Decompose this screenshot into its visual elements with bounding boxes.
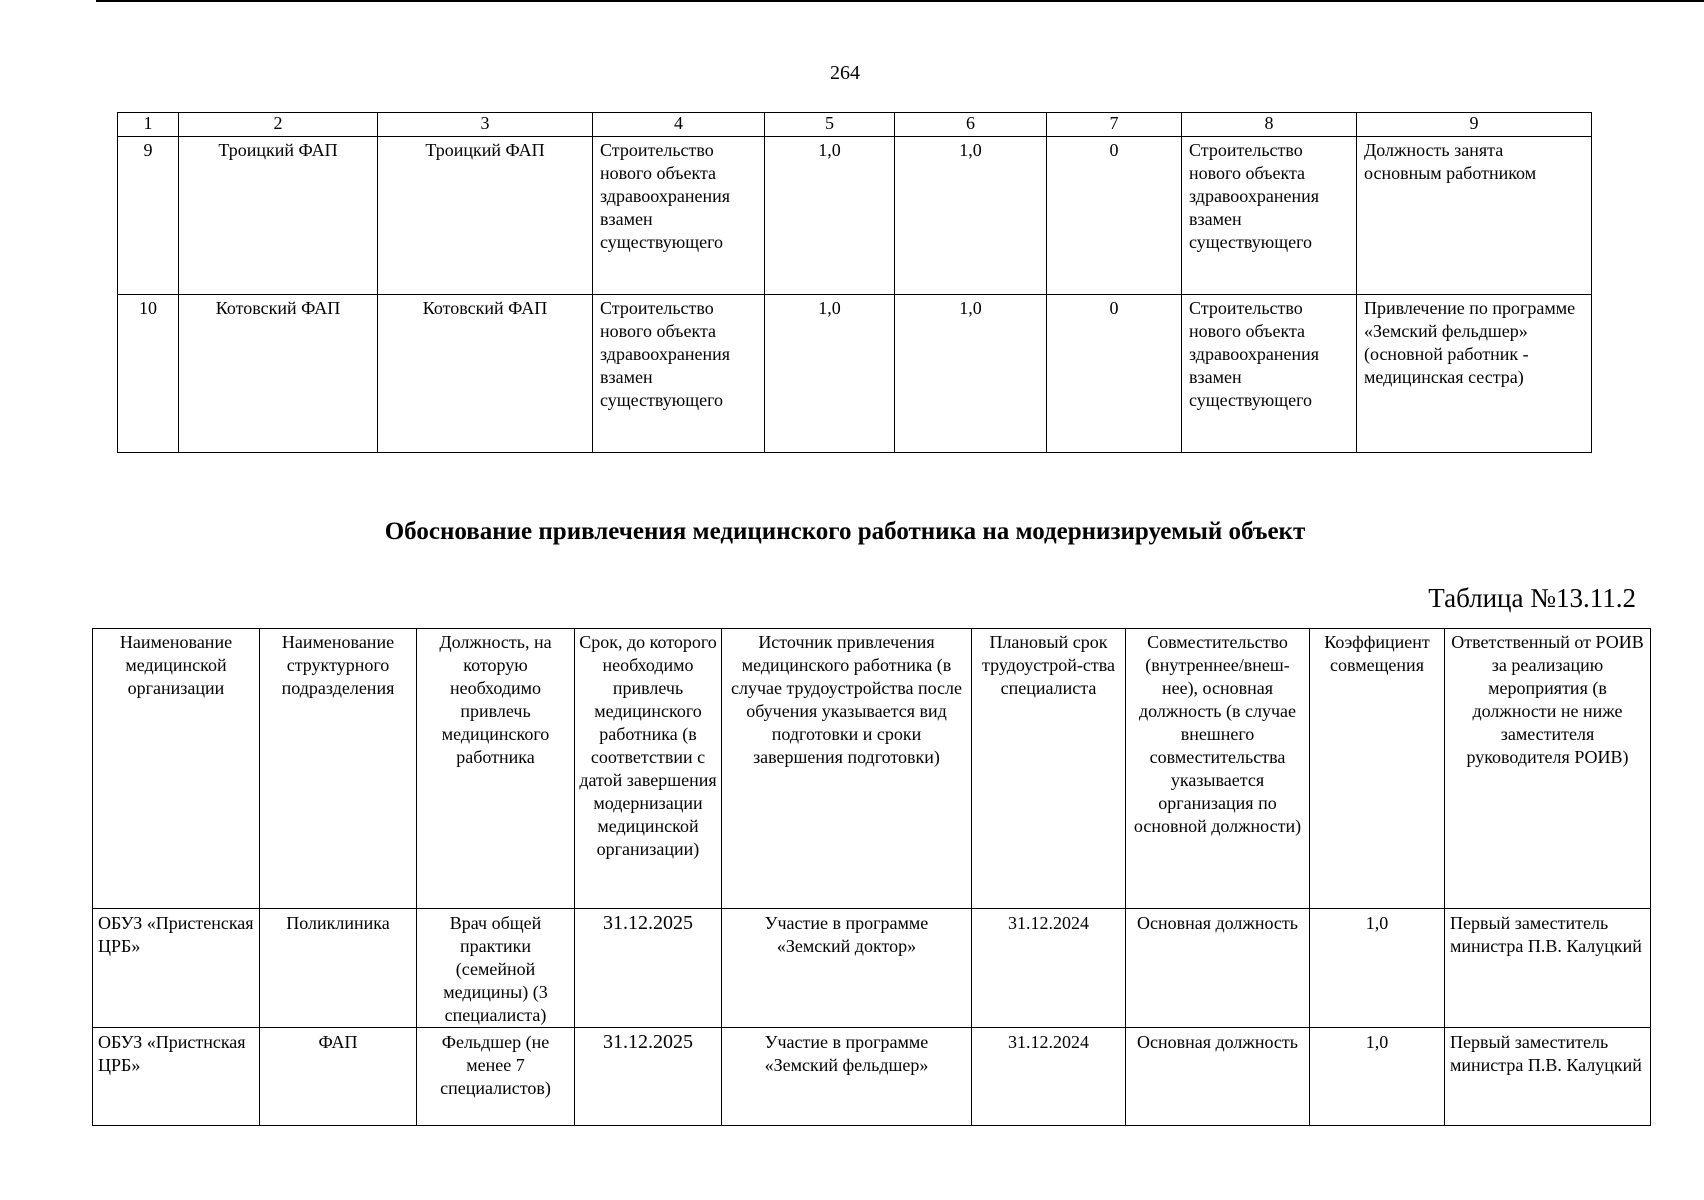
position-cell: Фельдшер (не менее 7 специалистов) (417, 1028, 575, 1126)
source-cell: Участие в программе «Земский доктор» (722, 909, 972, 1028)
reason-cell: Строительство нового объекта здравоохранения взамен существующего (1182, 295, 1357, 453)
col-number: 7 (1047, 113, 1182, 137)
header-cell: Должность, на которую необходимо привлечь медицинского работника (417, 629, 575, 909)
deadline-cell: 31.12.2025 (575, 1028, 722, 1126)
coefficient-cell: 1,0 (1310, 909, 1445, 1028)
planned-date-cell: 31.12.2024 (972, 1028, 1126, 1126)
action-cell: Строительство нового объекта здравоохранения взамен существующего (593, 137, 765, 295)
comment-cell: Должность занята основным работником (1357, 137, 1592, 295)
header-cell: Плановый срок трудоустрой-ства специалиста (972, 629, 1126, 909)
header-cell: Наименование структурного подразделения (260, 629, 417, 909)
page-number: 264 (830, 62, 860, 84)
column-number-row (118, 113, 1592, 137)
header-cell: Наименование медицинской организации (93, 629, 260, 909)
col-number: 1 (118, 113, 179, 137)
value-cell: 0 (1047, 295, 1182, 453)
header-cell: Коэффициент совмещения (1310, 629, 1445, 909)
combination-cell: Основная должность (1126, 1028, 1310, 1126)
table-row (93, 1028, 1651, 1126)
table-continuation (117, 112, 1592, 453)
value-cell: 0 (1047, 137, 1182, 295)
action-cell: Строительство нового объекта здравоохранения взамен существующего (593, 295, 765, 453)
value-cell: 1,0 (765, 295, 895, 453)
table-label: Таблица №13.11.2 (1428, 583, 1636, 613)
col-number: 9 (1357, 113, 1592, 137)
col-number: 4 (593, 113, 765, 137)
header-cell: Источник привлечения медицинского работника (в случае трудоустройства после обучения указывается вид подготовки и сроки завершения подготовки) (722, 629, 972, 909)
deadline-cell: 31.12.2025 (575, 909, 722, 1028)
col-number: 5 (765, 113, 895, 137)
table-row (118, 137, 1592, 295)
organization-cell: Троицкий ФАП (179, 137, 378, 295)
organization-cell: ОБУЗ «Пристенская ЦРБ» (93, 909, 260, 1028)
header-cell: Ответственный от РОИВ за реализацию мероприятия (в должности не ниже заместителя руководителя РОИВ) (1445, 629, 1651, 909)
organization-cell: ОБУЗ «Пристнская ЦРБ» (93, 1028, 260, 1126)
header-cell: Совместительство (внутреннее/внеш-нее), основная должность (в случае внешнего совместительства указывается организация по основной должности) (1126, 629, 1310, 909)
col-number: 2 (179, 113, 378, 137)
responsible-cell: Первый заместитель министра П.В. Калуцкий (1445, 909, 1651, 1028)
table-row (118, 295, 1592, 453)
row-number: 9 (118, 137, 179, 295)
planned-date-cell: 31.12.2024 (972, 909, 1126, 1028)
header-row (93, 629, 1651, 909)
subdivision-cell: Котовский ФАП (378, 295, 593, 453)
top-border-line (96, 0, 1704, 2)
source-cell: Участие в программе «Земский фельдшер» (722, 1028, 972, 1126)
coefficient-cell: 1,0 (1310, 1028, 1445, 1126)
value-cell: 1,0 (765, 137, 895, 295)
comment-cell: Привлечение по программе «Земский фельдшер» (основной работник - медицинская сестра) (1357, 295, 1592, 453)
col-number: 3 (378, 113, 593, 137)
combination-cell: Основная должность (1126, 909, 1310, 1028)
section-title: Обоснование привлечения медицинского работника на модернизируемый объект (384, 518, 1306, 545)
organization-cell: Котовский ФАП (179, 295, 378, 453)
value-cell: 1,0 (895, 137, 1047, 295)
subdivision-cell: ФАП (260, 1028, 417, 1126)
recruitment-justification-table (92, 628, 1651, 1126)
subdivision-cell: Поликлиника (260, 909, 417, 1028)
position-cell: Врач общей практики (семейной медицины) (3 специалиста) (417, 909, 575, 1028)
table-row (93, 909, 1651, 1028)
responsible-cell: Первый заместитель министра П.В. Калуцкий (1445, 1028, 1651, 1126)
col-number: 8 (1182, 113, 1357, 137)
header-cell: Срок, до которого необходимо привлечь медицинского работника (в соответствии с датой завершения модернизации медицинской организации) (575, 629, 722, 909)
row-number: 10 (118, 295, 179, 453)
reason-cell: Строительство нового объекта здравоохранения взамен существующего (1182, 137, 1357, 295)
value-cell: 1,0 (895, 295, 1047, 453)
col-number: 6 (895, 113, 1047, 137)
subdivision-cell: Троицкий ФАП (378, 137, 593, 295)
